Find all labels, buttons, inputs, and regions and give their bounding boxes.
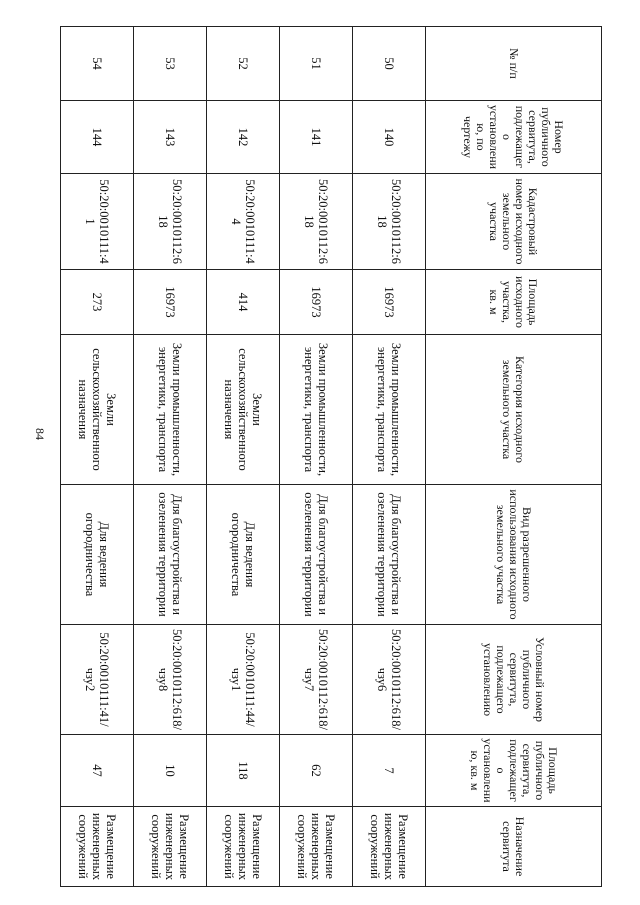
table-cell: 140 xyxy=(353,101,426,174)
rotated-table-wrapper xyxy=(60,26,602,886)
table-row xyxy=(353,27,426,887)
table-cell: 414 xyxy=(207,270,280,335)
table-cell: 52 xyxy=(207,27,280,101)
table-cell: 7 xyxy=(353,735,426,807)
table-cell: 50:20:0010112:618/чзу7 xyxy=(280,625,353,735)
table-cell: Размещение инженерных сооружений xyxy=(61,807,134,887)
table-cell: Размещение инженерных сооружений xyxy=(207,807,280,887)
table-cell: Для благоустройства и озеленения территории xyxy=(280,485,353,625)
table-cell: 16973 xyxy=(280,270,353,335)
table-cell: 51 xyxy=(280,27,353,101)
table-cell: 50:20:0010111:44 xyxy=(207,174,280,270)
page-number: 84 xyxy=(33,428,47,440)
table-cell: 141 xyxy=(280,101,353,174)
table-cell: Земли сельскохозяйственного назначения xyxy=(207,335,280,485)
table-row xyxy=(134,27,207,887)
table-cell: Земли сельскохозяйственного назначения xyxy=(61,335,134,485)
header-row xyxy=(426,27,602,887)
table-cell: 10 xyxy=(134,735,207,807)
header-cell: Площадь публичного сервитута, подлежащего установлению, кв. м xyxy=(426,735,602,807)
table-cell: 50:20:0010112:618 xyxy=(280,174,353,270)
header-cell: Назначение сервитута xyxy=(426,807,602,887)
table-cell: 50:20:0010111:41 xyxy=(61,174,134,270)
table-row xyxy=(61,27,134,887)
table-cell: Для ведения огородничества xyxy=(207,485,280,625)
table-cell: 53 xyxy=(134,27,207,101)
table-container xyxy=(60,26,602,886)
header-cell: Кадастровый номер исходного земельного участка xyxy=(426,174,602,270)
header-cell: № п/п xyxy=(426,27,602,101)
table-cell: 50:20:0010111:41/чзу2 xyxy=(61,625,134,735)
table-cell: Для благоустройства и озеленения территории xyxy=(353,485,426,625)
table-cell: 16973 xyxy=(134,270,207,335)
table-row xyxy=(207,27,280,887)
table-cell: Размещение инженерных сооружений xyxy=(134,807,207,887)
table-cell: 16973 xyxy=(353,270,426,335)
header-cell: Номер публичного сервитута, подлежащего установлению, по чертежу xyxy=(426,101,602,174)
table-cell: 47 xyxy=(61,735,134,807)
table-cell: 62 xyxy=(280,735,353,807)
table-cell: Для благоустройства и озеленения территории xyxy=(134,485,207,625)
table-cell: Для ведения огородничества xyxy=(61,485,134,625)
table-cell: 273 xyxy=(61,270,134,335)
table-cell: Земли промышленности, энергетики, транспорта xyxy=(353,335,426,485)
table-cell: 144 xyxy=(61,101,134,174)
table-cell: Земли промышленности, энергетики, транспорта xyxy=(134,335,207,485)
table-cell: 118 xyxy=(207,735,280,807)
table-cell: 50:20:0010112:618 xyxy=(353,174,426,270)
table-cell: 143 xyxy=(134,101,207,174)
header-cell: Площадь исходного участка, кв. м xyxy=(426,270,602,335)
table-cell: Размещение инженерных сооружений xyxy=(280,807,353,887)
header-cell: Условный номер публичного сервитута, подлежащего установлению xyxy=(426,625,602,735)
table-cell: Размещение инженерных сооружений xyxy=(353,807,426,887)
table-cell: 50:20:0010112:618/чзу8 xyxy=(134,625,207,735)
table-cell: 50 xyxy=(353,27,426,101)
table-cell: 50:20:0010112:618/чзу6 xyxy=(353,625,426,735)
header-cell: Вид разрешенного использования исходного земельного участка xyxy=(426,485,602,625)
table-cell: 50:20:0010111:44/чзу1 xyxy=(207,625,280,735)
header-cell: Категория исходного земельного участка xyxy=(426,335,602,485)
table-row xyxy=(280,27,353,887)
table-cell: 54 xyxy=(61,27,134,101)
table-cell: 142 xyxy=(207,101,280,174)
table-cell: 50:20:0010112:618 xyxy=(134,174,207,270)
servitude-table xyxy=(60,26,602,887)
table-cell: Земли промышленности, энергетики, транспорта xyxy=(280,335,353,485)
